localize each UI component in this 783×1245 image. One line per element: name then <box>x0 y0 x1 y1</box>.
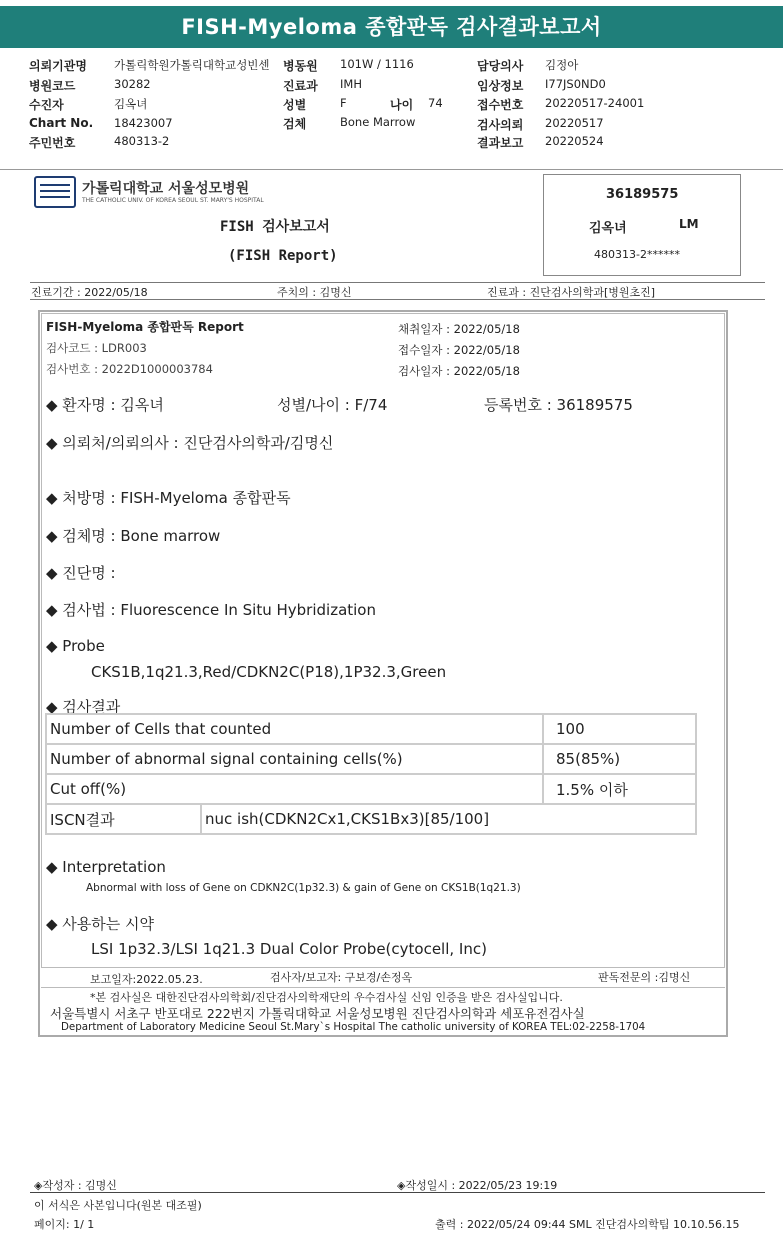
examiner: 검사자/보고자: 구보경/손정옥 <box>270 971 413 984</box>
report-date-value: 20220524 <box>545 134 604 148</box>
rrn-label: 주민번호 <box>29 136 76 150</box>
author: ◈작성자 : 김명신 <box>34 1179 117 1192</box>
doctor-value: 김정아 <box>545 58 579 72</box>
sex-value: F <box>340 96 347 110</box>
footer-line <box>30 1192 765 1193</box>
ward-label: 병동원 <box>283 59 318 73</box>
report-date-label: 결과보고 <box>477 136 524 150</box>
table-row <box>46 714 696 744</box>
interpretation-heading: ◆ Interpretation <box>46 858 166 876</box>
clinical-label: 임상정보 <box>477 79 524 93</box>
hospital-name-en: THE CATHOLIC UNIV. OF KOREA SEOUL ST. MARY'S HOSPITAL <box>82 197 264 204</box>
page-number: 페이지: 1/ 1 <box>34 1218 95 1231</box>
diagnosis-line: ◆ 진단명 : <box>46 564 116 582</box>
result-value: 100 <box>543 714 696 744</box>
dept-value: IMH <box>340 77 362 91</box>
test-date: 검사일자 : 2022/05/18 <box>398 364 520 378</box>
doctor-label: 담당의사 <box>477 59 524 73</box>
probe-value: CKS1B,1q21.3,Red/CDKN2C(P18),1P32.3,Green <box>91 663 447 681</box>
age-value: 74 <box>428 96 443 110</box>
table-row <box>46 774 696 804</box>
report-name: FISH-Myeloma 종합판독 Report <box>46 320 244 334</box>
specimen-label: 검체 <box>283 117 307 131</box>
specialist: 판독전문의 :김명신 <box>598 971 691 984</box>
hosp-code-value: 30282 <box>114 77 151 91</box>
patient-line: ◆ 환자명 : 김옥녀 <box>46 396 164 414</box>
subheader-top-line <box>30 282 765 283</box>
id-reg-no: 36189575 <box>606 187 679 202</box>
sex-label: 성별 <box>283 98 307 112</box>
dept-label: 진료과 <box>283 79 318 93</box>
interpretation-value: Abnormal with loss of Gene on CDKN2C(1p32.3) & gain of Gene on CKS1B(1q21.3) <box>86 882 521 894</box>
result-value: 1.5% 이하 <box>543 774 696 804</box>
table-row <box>46 744 696 774</box>
receipt-label: 접수번호 <box>477 98 524 112</box>
result-heading: ◆ 검사결과 <box>46 698 121 716</box>
rrn-value: 480313-2 <box>114 134 170 148</box>
age-label: 나이 <box>390 98 414 112</box>
hospital-logo-icon <box>34 176 76 208</box>
written-at: ◈작성일시 : 2022/05/23 19:19 <box>397 1179 558 1192</box>
address-en: Department of Laboratory Medicine Seoul St.Mary`s Hospital The catholic university of KOREA TEL:02-2258-1704 <box>61 1021 646 1033</box>
result-label: Number of Cells that counted <box>46 714 543 744</box>
header-divider <box>0 169 783 170</box>
clinical-value: I77JS0ND0 <box>545 77 606 91</box>
requester-label: 의뢰기관명 <box>29 59 87 73</box>
probe-heading: ◆ Probe <box>46 637 105 655</box>
printed-info: 출력 : 2022/05/24 09:44 SML 진단검사의학팀 10.10.56.15 <box>435 1218 740 1231</box>
id-sex-code: LM <box>679 217 699 231</box>
ward-value: 101W / 1116 <box>340 57 414 71</box>
address-ko: 서울특별시 서초구 반포대로 222번지 가톨릭대학교 서울성모병원 진단검사의학과 세포유전검사실 <box>50 1006 585 1021</box>
result-table <box>45 713 697 835</box>
certification-note: *본 검사실은 대한진단검사의학회/진단검사의학재단의 우수검사실 신임 인증을 받은 검사실입니다. <box>90 991 563 1004</box>
copy-note: 이 서식은 사본입니다(원본 대조필) <box>34 1199 202 1212</box>
signoff-line <box>41 987 725 988</box>
specimen-value: Bone Marrow <box>340 115 416 129</box>
collect-date: 채취일자 : 2022/05/18 <box>398 322 520 336</box>
sex-age-line: 성별/나이 : F/74 <box>277 396 388 414</box>
report-title-en: (FISH Report) <box>228 248 338 264</box>
chart-no-label: Chart No. <box>29 116 94 130</box>
id-name: 김옥녀 <box>589 221 627 236</box>
patient-id-box <box>543 174 741 276</box>
hospital-name: 가톨릭대학교 서울성모병원 <box>82 181 250 197</box>
patient-value: 김옥녀 <box>114 97 148 111</box>
prescription-line: ◆ 처방명 : FISH-Myeloma 종합판독 <box>46 489 291 507</box>
reagent-value: LSI 1p32.3/LSI 1q21.3 Dual Color Probe(cytocell, Inc) <box>91 940 487 958</box>
report-title-bar: FISH-Myeloma 종합판독 검사결과보고서 <box>0 6 783 48</box>
receipt-value: 20220517-24001 <box>545 96 645 110</box>
iscn-label: ISCN결과 <box>46 804 201 834</box>
table-row <box>46 804 696 834</box>
receipt-date: 접수일자 : 2022/05/18 <box>398 343 520 357</box>
test-code: 검사코드 : LDR003 <box>46 341 147 355</box>
result-label: Cut off(%) <box>46 774 543 804</box>
attending-physician: 주치의 : 김명신 <box>277 286 352 299</box>
test-number: 검사번호 : 2022D1000003784 <box>46 362 213 376</box>
iscn-value: nuc ish(CDKN2Cx1,CKS1Bx3)[85/100] <box>201 804 696 834</box>
request-label: 검사의뢰 <box>477 118 524 132</box>
method-line: ◆ 검사법 : Fluorescence In Situ Hybridization <box>46 601 376 619</box>
referrer-line: ◆ 의뢰처/의뢰의사 : 진단검사의학과/김명신 <box>46 434 334 452</box>
specimen-line: ◆ 검체명 : Bone marrow <box>46 527 221 545</box>
chart-no-value: 18423007 <box>114 116 173 130</box>
id-rrn: 480313-2****** <box>594 248 680 261</box>
requester-value: 가톨릭학원가톨릭대학교성빈센 <box>114 58 270 72</box>
reagent-heading: ◆ 사용하는 시약 <box>46 915 155 933</box>
request-value: 20220517 <box>545 116 604 130</box>
result-value: 85(85%) <box>543 744 696 774</box>
report-date: 보고일자:2022.05.23. <box>90 973 203 986</box>
patient-label: 수진자 <box>29 98 64 112</box>
report-title-ko: FISH 검사보고서 <box>220 219 330 235</box>
result-label: Number of abnormal signal containing cells(%) <box>46 744 543 774</box>
care-period: 진료기간 : 2022/05/18 <box>31 286 148 299</box>
hosp-code-label: 병원코드 <box>29 79 76 93</box>
registration-line: 등록번호 : 36189575 <box>484 396 633 414</box>
subheader-bottom-line <box>30 299 765 300</box>
care-department: 진료과 : 진단검사의학과[병원초진] <box>487 286 656 299</box>
